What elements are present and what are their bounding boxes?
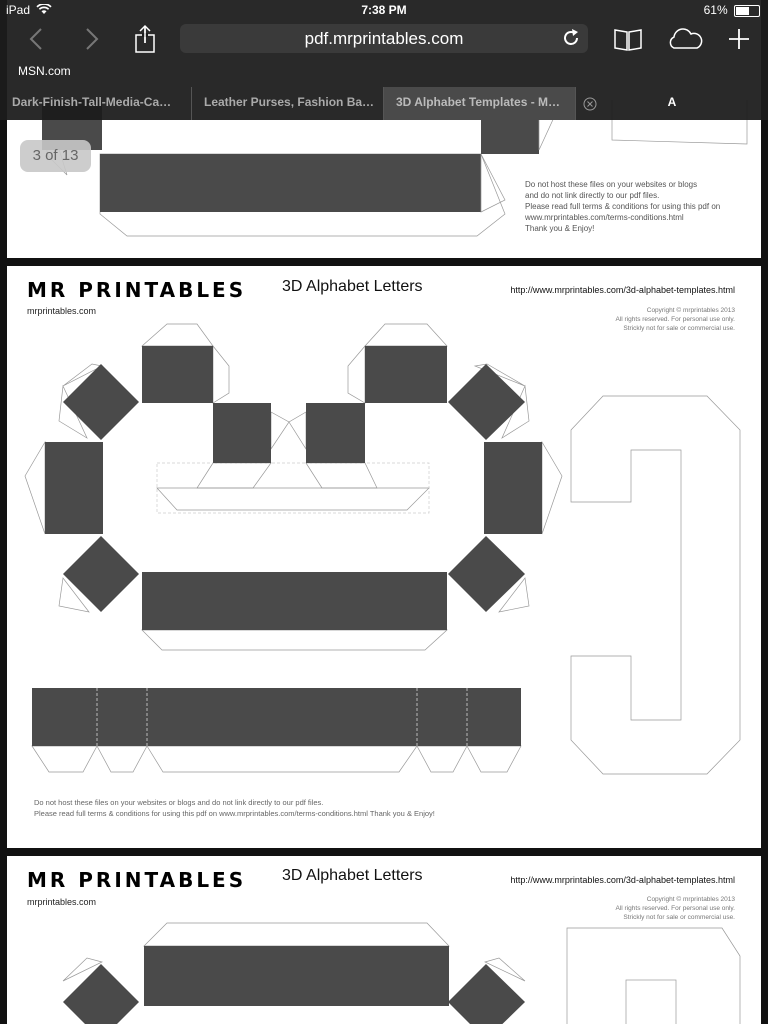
site-name: mrprintables.com [27,897,97,907]
brand-logo: MR PRINTABLES [27,278,247,302]
page-indicator: 3 of 13 [20,140,91,172]
device-name: iPad [6,3,31,17]
new-tab-icon[interactable] [724,24,754,54]
notice-line: Do not host these files on your websites or blogs [525,180,698,189]
document-url: http://www.mrprintables.com/3d-alphabet-templates.html [510,875,735,885]
reload-icon[interactable] [560,27,582,49]
tab-close-icon[interactable] [582,96,598,112]
battery-icon [734,5,760,17]
tab-new[interactable]: A [667,95,677,109]
document-url: http://www.mrprintables.com/3d-alphabet-templates.html [510,285,735,295]
status-time: 7:38 PM [361,3,407,17]
status-bar [0,0,768,20]
cloud-tabs-icon[interactable] [666,24,704,54]
tab-bar [0,87,768,120]
document-title: 3D Alphabet Letters [282,278,423,295]
tab-leather-purses[interactable]: Leather Purses, Fashion Ba… [192,87,384,120]
bookmark-msn[interactable]: MSN.com [18,64,71,78]
browser-chrome [0,0,768,120]
pdf-notice [525,179,755,234]
notice-line: www.mrprintables.com/terms-conditions.html [525,213,684,222]
copyright-line: Strickly not for sale or commercial use. [623,325,735,332]
letter-template-art [7,266,761,848]
template-art-next [7,856,761,1024]
battery-percent: 61% [703,3,728,17]
reading-list-icon[interactable] [612,24,644,54]
tab-dark-finish[interactable]: Dark-Finish-Tall-Media-Ca… [0,87,192,120]
copyright-line: Copyright © mrprintables 2013 [646,307,735,314]
address-bar[interactable] [180,24,588,53]
battery-level [736,7,749,15]
copyright-line: All rights reserved. For personal use only. [615,316,735,323]
tab-3d-alphabet[interactable]: 3D Alphabet Templates - M… [384,87,576,120]
document-title: 3D Alphabet Letters [282,867,423,884]
notice-line: Please read full terms & conditions for using this pdf on [525,202,721,211]
copyright-line: Copyright © mrprintables 2013 [646,896,735,903]
copyright-line: Strickly not for sale or commercial use. [623,914,735,921]
forward-icon[interactable] [76,24,106,54]
address-text: pdf.mrprintables.com [304,29,464,48]
notice-line: Thank you & Enjoy! [525,224,595,233]
share-icon[interactable] [130,24,160,54]
back-icon[interactable] [22,24,52,54]
notice-line: and do not link directly to our pdf files. [525,191,660,200]
copyright-line: All rights reserved. For personal use only. [615,905,735,912]
pdf-page-current [7,266,761,848]
site-name: mrprintables.com [27,306,97,316]
footer-line: Please read full terms & conditions for using this pdf on www.mrprintables.com/terms-conditions.html Thank you & Enjoy! [34,809,435,818]
pdf-page-next [7,856,761,1024]
status-right [704,3,760,17]
brand-logo: MR PRINTABLES [27,868,247,892]
footer-line: Do not host these files on your websites or blogs and do not link directly to our pdf files. [34,798,324,807]
page-footer [34,797,435,819]
